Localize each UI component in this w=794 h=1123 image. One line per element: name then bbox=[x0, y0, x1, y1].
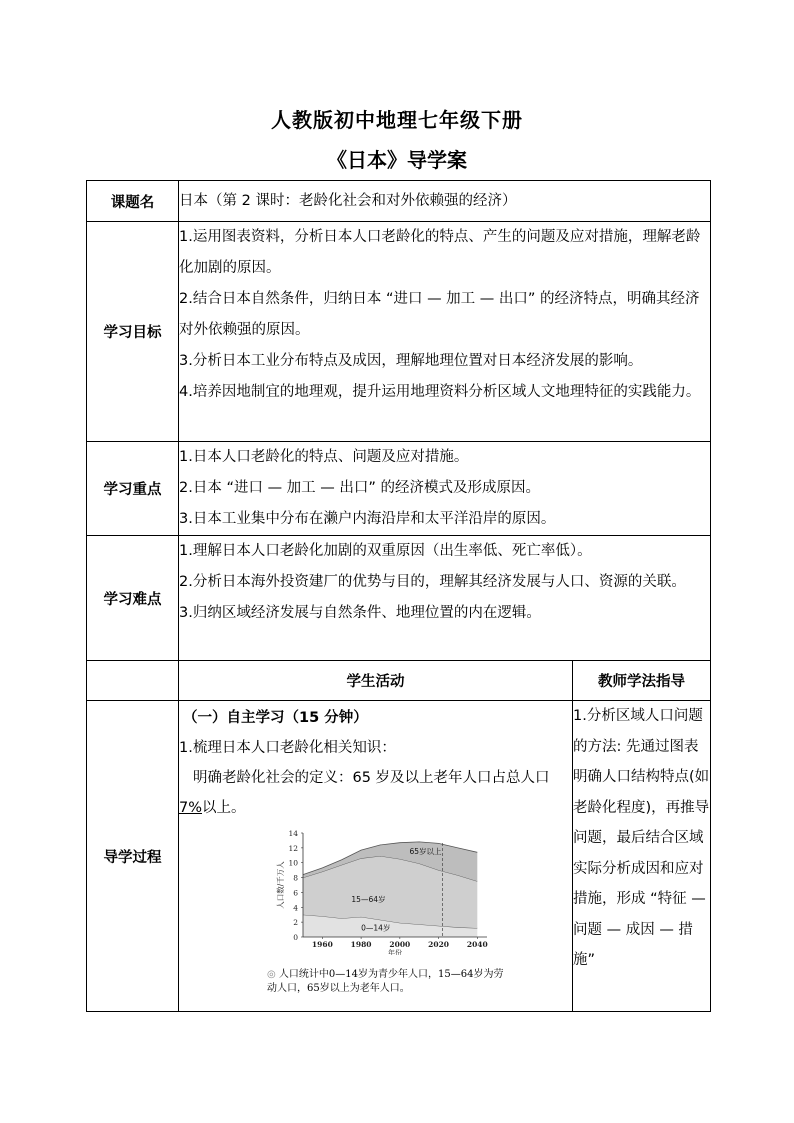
y-tick-label: 10 bbox=[288, 858, 298, 868]
key-point-item: 1.日本人口老龄化的特点、问题及应对措施。 bbox=[179, 449, 469, 465]
series-label: 65岁以上 bbox=[409, 846, 442, 856]
y-tick-label: 2 bbox=[293, 918, 298, 928]
key-point-item: 3.日本工业集中分布在濑户内海沿岸和太平洋沿岸的原因。 bbox=[179, 511, 556, 527]
x-tick-label: 2000 bbox=[389, 940, 411, 949]
x-tick-label: 2020 bbox=[428, 940, 450, 949]
y-tick-label: 6 bbox=[293, 888, 298, 898]
goal-item: 4.培养因地制宜的地理观，提升运用地理资料分析区域人文地理特征的实践能力。 bbox=[179, 384, 701, 400]
x-tick-label: 1960 bbox=[311, 940, 333, 949]
difficulty-item: 1.理解日本人口老龄化加剧的双重原因（出生率低、死亡率低）。 bbox=[179, 543, 592, 559]
difficulty-item: 3.归纳区域经济发展与自然条件、地理位置的内在逻辑。 bbox=[179, 605, 541, 621]
chart-caption: ◎ 人口统计中0—14岁为青少年人口，15—64岁为劳动人口，65岁以上为老年人口。 bbox=[267, 969, 504, 994]
goal-item: 2.结合日本自然条件，归纳日本 “进口 — 加工 — 出口” 的经济特点，明确其经济对外依赖强的原因。 bbox=[179, 291, 700, 338]
x-tick-label: 2040 bbox=[466, 940, 488, 949]
row-topic bbox=[87, 181, 711, 222]
y-tick-label: 14 bbox=[288, 829, 298, 838]
lesson-plan-table bbox=[86, 180, 711, 1012]
x-axis-label: 年份 bbox=[388, 949, 402, 955]
topic-label: 课题名 bbox=[87, 181, 179, 222]
empty-header-cell bbox=[87, 661, 179, 701]
section-heading: （一）自主学习（15 分钟） bbox=[183, 710, 368, 726]
key-points-label: 学习重点 bbox=[87, 442, 179, 536]
topic-text: 日本（第 2 课时：老龄化社会和对外依赖强的经济） bbox=[179, 181, 711, 222]
series-label: 15—64岁 bbox=[351, 895, 386, 905]
goals-label: 学习目标 bbox=[87, 222, 179, 442]
row-column-headers bbox=[87, 661, 711, 701]
teacher-guidance-header: 教师学法指导 bbox=[573, 661, 711, 701]
row-goals bbox=[87, 222, 711, 442]
x-tick-label: 1980 bbox=[350, 940, 372, 949]
y-tick-label: 12 bbox=[288, 843, 298, 853]
process-label: 导学过程 bbox=[87, 701, 179, 1012]
y-axis-label: 人口数/千万人 bbox=[276, 861, 285, 909]
series-label: 0—14岁 bbox=[361, 923, 391, 933]
population-chart-svg bbox=[267, 827, 497, 955]
row-difficulties bbox=[87, 536, 711, 661]
question-1: 1.梳理日本人口老龄化相关知识： bbox=[179, 740, 396, 756]
teacher-tip: 1.分析区域人口问题的方法: 先通过图表明确人口结构特点(如老龄化程度)，再推导问题，最后结合区域实际分析成因和应对措施，形成 “特征 — 问题 — 成因 — 措施” bbox=[573, 701, 711, 1012]
difficulty-item: 2.分析日本海外投资建厂的优势与目的，理解其经济发展与人口、资源的关联。 bbox=[179, 574, 686, 590]
page-subtitle: 《日本》导学案 bbox=[327, 148, 467, 172]
goal-item: 3.分析日本工业分布特点及成因，理解地理位置对日本经济发展的影响。 bbox=[179, 353, 643, 369]
y-tick-label: 8 bbox=[293, 873, 298, 883]
goals-content bbox=[179, 222, 711, 442]
y-tick-label: 0 bbox=[293, 933, 298, 942]
population-chart bbox=[267, 827, 504, 996]
percent-value: 7% bbox=[179, 800, 203, 816]
y-tick-label: 4 bbox=[293, 903, 298, 913]
caption-icon: ◎ bbox=[267, 969, 279, 980]
aging-definition: 明确老龄化社会的定义：65 岁及以上老年人口占总人口 7%以上。 bbox=[179, 770, 550, 816]
goal-item: 1.运用图表资料，分析日本人口老龄化的特点、产生的问题及应对措施，理解老龄化加剧的原因。 bbox=[179, 229, 701, 276]
student-activity-content bbox=[179, 701, 573, 1012]
row-process bbox=[87, 701, 711, 1012]
key-points-content bbox=[179, 442, 711, 536]
row-key-points bbox=[87, 442, 711, 536]
student-activity-header: 学生活动 bbox=[179, 661, 573, 701]
key-point-item: 2.日本 “进口 — 加工 — 出口” 的经济模式及形成原因。 bbox=[179, 480, 541, 496]
page-title: 人教版初中地理七年级下册 bbox=[271, 108, 523, 132]
difficulties-label: 学习难点 bbox=[87, 536, 179, 661]
difficulties-content bbox=[179, 536, 711, 661]
